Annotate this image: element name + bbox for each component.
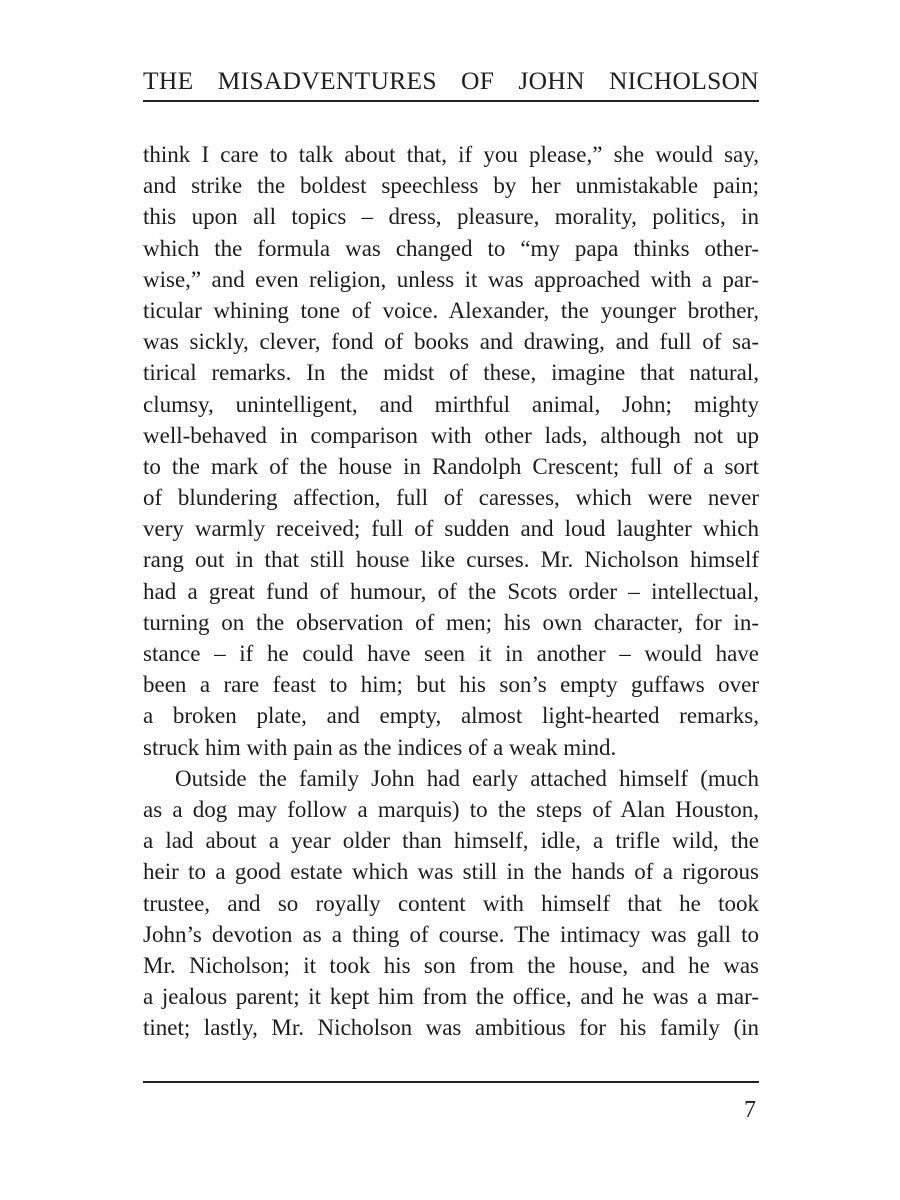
- text-line: well-behaved in comparison with other lads, although not up: [143, 422, 759, 448]
- text-line-paragraph-start: Outside the family John had early attached himself (much: [175, 765, 759, 791]
- text-line: a broken plate, and empty, almost light-hearted remarks,: [143, 703, 759, 729]
- text-line: think I care to talk about that, if you please,” she would say,: [143, 142, 759, 167]
- text-line: and strike the boldest speechless by her unmistakable pain;: [143, 173, 759, 199]
- text-line: which the formula was changed to “my papa thinks other-: [143, 235, 759, 261]
- text-line: rang out in that still house like curses. Mr. Nicholson himself: [143, 547, 759, 573]
- text-line: as a dog may follow a marquis) to the steps of Alan Houston,: [143, 796, 759, 822]
- text-line: been a rare feast to him; but his son’s empty guffaws over: [143, 672, 759, 698]
- text-line: tinet; lastly, Mr. Nicholson was ambitious for his family (in: [143, 1015, 759, 1041]
- text-line: trustee, and so royally content with himself that he took: [143, 890, 759, 916]
- page-number: 7: [744, 1097, 756, 1123]
- header-rule: [143, 100, 759, 102]
- text-line: had a great fund of humour, of the Scots order – intellectual,: [143, 578, 759, 604]
- text-line-paragraph-end: struck him with pain as the indices of a weak mind.: [143, 734, 617, 760]
- text-line: ticular whining tone of voice. Alexander, the younger brother,: [143, 297, 759, 323]
- text-line: a lad about a year older than himself, idle, a trifle wild, the: [143, 828, 759, 854]
- text-line: this upon all topics – dress, pleasure, morality, politics, in: [143, 204, 759, 230]
- text-line: to the mark of the house in Randolph Crescent; full of a sort: [143, 453, 759, 479]
- text-line: a jealous parent; it kept him from the office, and he was a mar-: [143, 984, 759, 1010]
- text-line: turning on the observation of men; his own character, for in-: [143, 609, 759, 635]
- text-line: was sickly, clever, fond of books and drawing, and full of sa-: [143, 329, 759, 355]
- text-line: stance – if he could have seen it in another – would have: [143, 641, 759, 666]
- text-line: wise,” and even religion, unless it was approached with a par-: [143, 266, 759, 292]
- footer-rule: [143, 1081, 759, 1083]
- running-head-title: THE MISADVENTURES OF JOHN NICHOLSON: [143, 66, 759, 95]
- body-text: [143, 139, 759, 1043]
- text-line: John’s devotion as a thing of course. The intimacy was gall to: [143, 921, 759, 947]
- text-line: tirical remarks. In the midst of these, imagine that natural,: [143, 360, 759, 386]
- text-line: of blundering affection, full of caresses, which were never: [143, 485, 759, 511]
- text-line: clumsy, unintelligent, and mirthful animal, John; mighty: [143, 391, 759, 417]
- text-line: very warmly received; full of sudden and loud laughter which: [143, 516, 759, 542]
- text-line: Mr. Nicholson; it took his son from the house, and he was: [143, 952, 759, 978]
- text-line: heir to a good estate which was still in the hands of a rigorous: [143, 859, 759, 885]
